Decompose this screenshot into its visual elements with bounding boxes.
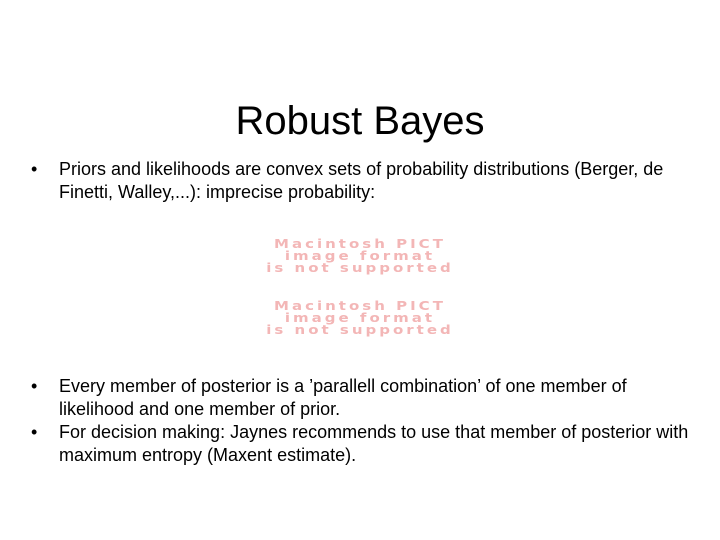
unsupported-image-placeholder bbox=[0, 238, 720, 278]
placeholder-line: is not supported bbox=[266, 260, 454, 276]
bullet-dot-icon: • bbox=[31, 422, 38, 442]
placeholder-line: Macintosh PICT bbox=[274, 236, 446, 252]
bullet-text: For decision making: Jaynes recommends to use that member of posterior with maximum entropy (Maxent estimate). bbox=[59, 422, 689, 465]
unsupported-image-placeholder bbox=[0, 300, 720, 340]
bullet-item bbox=[0, 158, 720, 204]
bullet-dot-icon: • bbox=[31, 376, 38, 396]
bullet-list-top bbox=[0, 158, 720, 204]
placeholder-line: Macintosh PICT bbox=[274, 298, 446, 314]
bullet-text: Priors and likelihoods are convex sets of probability distributions (Berger, de Finetti, Walley,...): imprecise probability: bbox=[59, 159, 664, 202]
placeholder-line: image format bbox=[284, 310, 436, 326]
placeholder-line: is not supported bbox=[266, 322, 454, 338]
bullet-text: Every member of posterior is a ’parallell combination’ of one member of likelihood and one member of prior. bbox=[59, 376, 627, 419]
slide-title: Robust Bayes bbox=[235, 98, 485, 143]
bullet-item bbox=[0, 375, 720, 421]
bullet-list-bottom bbox=[0, 375, 720, 467]
bullet-item bbox=[0, 421, 720, 467]
bullet-dot-icon: • bbox=[31, 159, 38, 179]
placeholder-line: image format bbox=[284, 248, 436, 264]
